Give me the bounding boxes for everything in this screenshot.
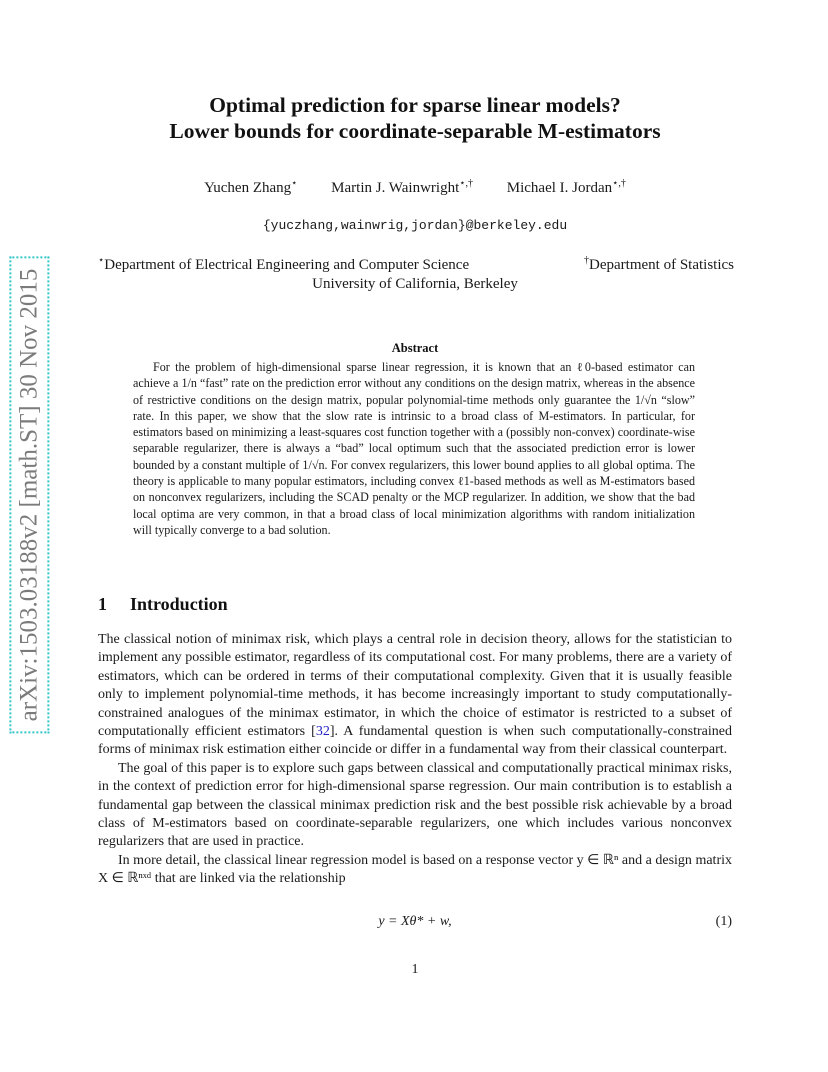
equation-1: [98, 914, 732, 936]
author: [204, 178, 297, 197]
university: University of California, Berkeley: [312, 276, 518, 292]
affiliation-statistics: [584, 255, 734, 274]
author-list: [60, 178, 770, 197]
paragraph: In more detail, the classical linear regression model is based on a response vector y ∈ ℝⁿ and a design matrix X ∈ ℝⁿˣᵈ that are linked via the relationship: [98, 852, 732, 887]
author-name: Martin J. Wainwright: [331, 180, 460, 196]
author-affiliation-mark: ⋆,†: [612, 178, 626, 189]
section-heading: [98, 594, 228, 615]
abstract-text: For the problem of high-dimensional sparse linear regression, it is known that an ℓ0-based estimator can achieve a 1/n “fast” rate on the prediction error without any conditions on the design matrix, whereas in the absence of restrictive conditions on the design matrix, popular polynomial-time methods only guarantee the 1/√n “slow” rate. In this paper, we show that the slow rate is intrinsic to a broad class of M-estimators. In particular, for estimators based on minimizing a least-squares cost function together with a (possibly non-convex) coordinate-wise separable regularizer, there is always a “bad” local optimum such that the associated prediction error is lower bounded by a constant multiple of 1/√n. For convex regularizers, this lower bound applies to all global optima. The theory is applicable to many popular estimators, including convex ℓ1-based methods as well as M-estimators based on nonconvex regularizers, including the SCAD penalty or the MCP regularizer. In addition, we show that the bad local optima are very common, in that a broad class of local minimization algorithms with random initialization will typically converge to a bad solution.: [133, 360, 695, 537]
paragraph-text: The classical notion of minimax risk, which plays a central role in decision theory, allows for the statistician to implement any possible estimator, regardless of its computational cost. For many problems, there are a variety of estimators, which can be ordered in terms of their computational complexity. Given that it is usually feasible only to implement polynomial-time methods, it has become increasingly important to study computationally-constrained analogues of the minimax estimator, in which the choice of estimator is restricted to a subset of computationally efficient estimators: [98, 632, 732, 740]
arxiv-identifier[interactable]: arXiv:1503.03188v2 [math.ST] 30 Nov 2015: [9, 257, 49, 734]
author-affiliation-mark: ⋆: [291, 178, 298, 189]
paragraph-text: . A fundamental question is when such computationally-constrained forms of minimax risk estimation either coincide or differ in a fundamental way from their classical counterpart.: [98, 724, 732, 758]
author-name: Yuchen Zhang: [204, 180, 292, 196]
affiliation-name: Department of Electrical Engineering and Computer Science: [104, 257, 470, 273]
introduction-body: [98, 631, 732, 889]
affiliation-name: Department of Statistics: [589, 257, 734, 273]
author: [331, 178, 473, 197]
author-affiliation-mark: ⋆,†: [459, 178, 474, 189]
equation-expression: y = Xθ* + w,: [378, 914, 452, 929]
abstract-heading: Abstract: [391, 341, 439, 355]
paragraph: The classical notion of minimax risk, which plays a central role in decision theory, allows for the statistician to implement any possible estimator, regardless of its computational cost. For many problems, there are a variety of estimators, which can be ordered in terms of their computational complexity. Given that it is usually feasible only to implement polynomial-time methods, it has become increasingly important to study computationally-constrained analogues of the minimax estimator, in which the choice of estimator is restricted to a subset of computationally efficient estimators [32]. A fundamental question is when such computationally-constrained forms of minimax risk estimation either coincide or differ in a fundamental way from their classical counterpart.: [98, 632, 732, 758]
section-title: Introduction: [130, 594, 228, 614]
arxiv-stamp: [4, 240, 54, 750]
equation-number: (1): [715, 914, 732, 929]
affiliation-mark: ⋆: [98, 255, 105, 266]
paragraph: The goal of this paper is to explore such gaps between classical and computationally practical minimax risks, in the context of prediction error for high-dimensional sparse regression. Our main contribution is to establish a fundamental gap between the classical minimax prediction risk and the best possible risk achievable by a broad class of M-estimators based on coordinate-separable regularizers, one which includes various nonconvex regularizers that are used in practice.: [98, 760, 732, 850]
author-emails: {yuczhang,wainwrig,jordan}@berkeley.edu: [262, 218, 568, 233]
paper-title: [60, 92, 770, 144]
citation-link[interactable]: 32: [315, 724, 330, 740]
section-number: 1: [98, 594, 107, 614]
affiliation-mark: †: [584, 255, 590, 266]
author-name: Michael I. Jordan: [506, 180, 613, 196]
title-line-2: Lower bounds for coordinate-separable M-estimators: [169, 119, 661, 143]
affiliation-eecs: [98, 255, 469, 274]
page-number: 1: [411, 962, 419, 977]
title-line-1: Optimal prediction for sparse linear models?: [209, 93, 621, 117]
author: [507, 178, 626, 197]
